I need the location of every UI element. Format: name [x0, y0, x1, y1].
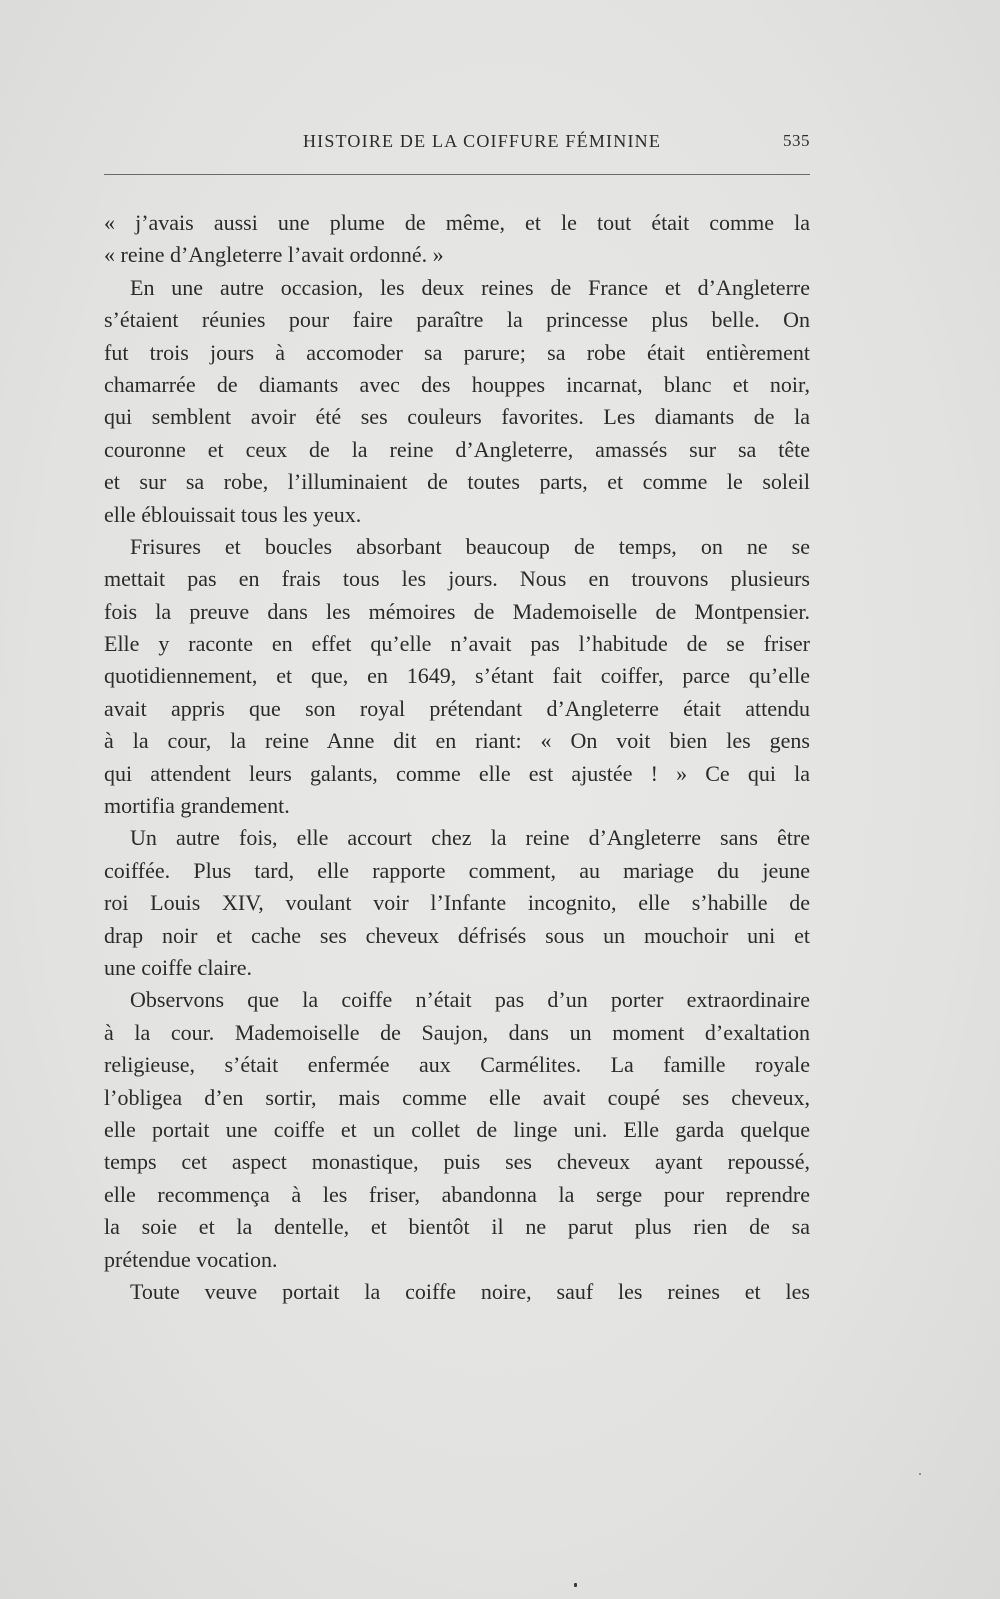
running-title: HISTOIRE DE LA COIFFURE FÉMININE — [302, 131, 662, 151]
paper-speck — [919, 1473, 921, 1475]
text-line: Toute veuve portait la coiffe noire, sauf les reines et les — [130, 1278, 810, 1304]
text-line: elle portait une coiffe et un collet de linge uni. Elle garda quelque — [104, 1116, 810, 1142]
text-line: mortifia grandement. — [104, 793, 290, 819]
text-line: quotidiennement, et que, en 1649, s’étant fait coiffer, parce qu’elle — [104, 663, 810, 689]
text-line: fois la preuve dans les mémoires de Mademoiselle de Montpensier. — [104, 598, 810, 624]
page-number: 535 — [783, 131, 810, 150]
text-line: temps cet aspect monastique, puis ses cheveux ayant repoussé, — [104, 1149, 810, 1175]
running-header — [104, 131, 810, 161]
text-line: « j’avais aussi une plume de même, et le tout était comme la — [104, 210, 810, 235]
text-line: Frisures et boucles absorbant beaucoup de temps, on ne se — [130, 533, 810, 559]
text-line: et sur sa robe, l’illuminaient de toutes parts, et comme le soleil — [104, 469, 810, 495]
text-line: fut trois jours à accomoder sa parure; sa robe était entièrement — [104, 339, 810, 365]
text-line: roi Louis XIV, voulant voir l’Infante incognito, elle s’habille de — [104, 890, 810, 916]
text-line: s’étaient réunies pour faire paraître la princesse plus belle. On — [104, 307, 810, 333]
text-line: qui semblent avoir été ses couleurs favorites. Les diamants de la — [104, 404, 810, 430]
text-line: drap noir et cache ses cheveux défrisés sous un mouchoir uni et — [104, 922, 810, 948]
text-line: la soie et la dentelle, et bientôt il ne parut plus rien de sa — [104, 1214, 810, 1240]
text-line: avait appris que son royal prétendant d’Angleterre était attendu — [104, 695, 810, 721]
text-line: coiffée. Plus tard, elle rapporte comment, au mariage du jeune — [104, 857, 810, 883]
text-line: prétendue vocation. — [104, 1246, 278, 1272]
text-line: chamarrée de diamants avec des houppes incarnat, blanc et noir, — [104, 371, 810, 397]
text-line: l’obligea d’en sortir, mais comme elle avait coupé ses cheveux, — [104, 1084, 810, 1110]
text-line: religieuse, s’était enfermée aux Carmélites. La famille royale — [104, 1052, 810, 1078]
text-line: mettait pas en frais tous les jours. Nous en trouvons plusieurs — [104, 566, 810, 592]
text-line: Observons que la coiffe n’était pas d’un porter extraordinaire — [130, 987, 810, 1013]
text-line: « reine d’Angleterre l’avait ordonné. » — [104, 242, 444, 268]
text-line: En une autre occasion, les deux reines de France et d’Angleterre — [130, 274, 810, 300]
text-line: elle recommença à les friser, abandonna la serge pour reprendre — [104, 1181, 810, 1207]
text-line: qui attendent leurs galants, comme elle est ajustée ! » Ce qui la — [104, 760, 810, 786]
text-line: à la cour, la reine Anne dit en riant: « On voit bien les gens — [104, 728, 810, 754]
text-line: Un autre fois, elle accourt chez la reine d’Angleterre sans être — [130, 825, 810, 851]
body-text — [104, 207, 810, 1308]
text-line: couronne et ceux de la reine d’Angleterre, amassés sur sa tête — [104, 436, 810, 462]
text-line: elle éblouissait tous les yeux. — [104, 501, 362, 527]
header-rule — [104, 174, 810, 175]
paper-speck — [574, 1583, 577, 1587]
text-line: une coiffe claire. — [104, 954, 253, 980]
text-line: Elle y raconte en effet qu’elle n’avait pas l’habitude de se friser — [104, 631, 810, 657]
text-line: à la cour. Mademoiselle de Saujon, dans un moment d’exaltation — [104, 1019, 810, 1045]
